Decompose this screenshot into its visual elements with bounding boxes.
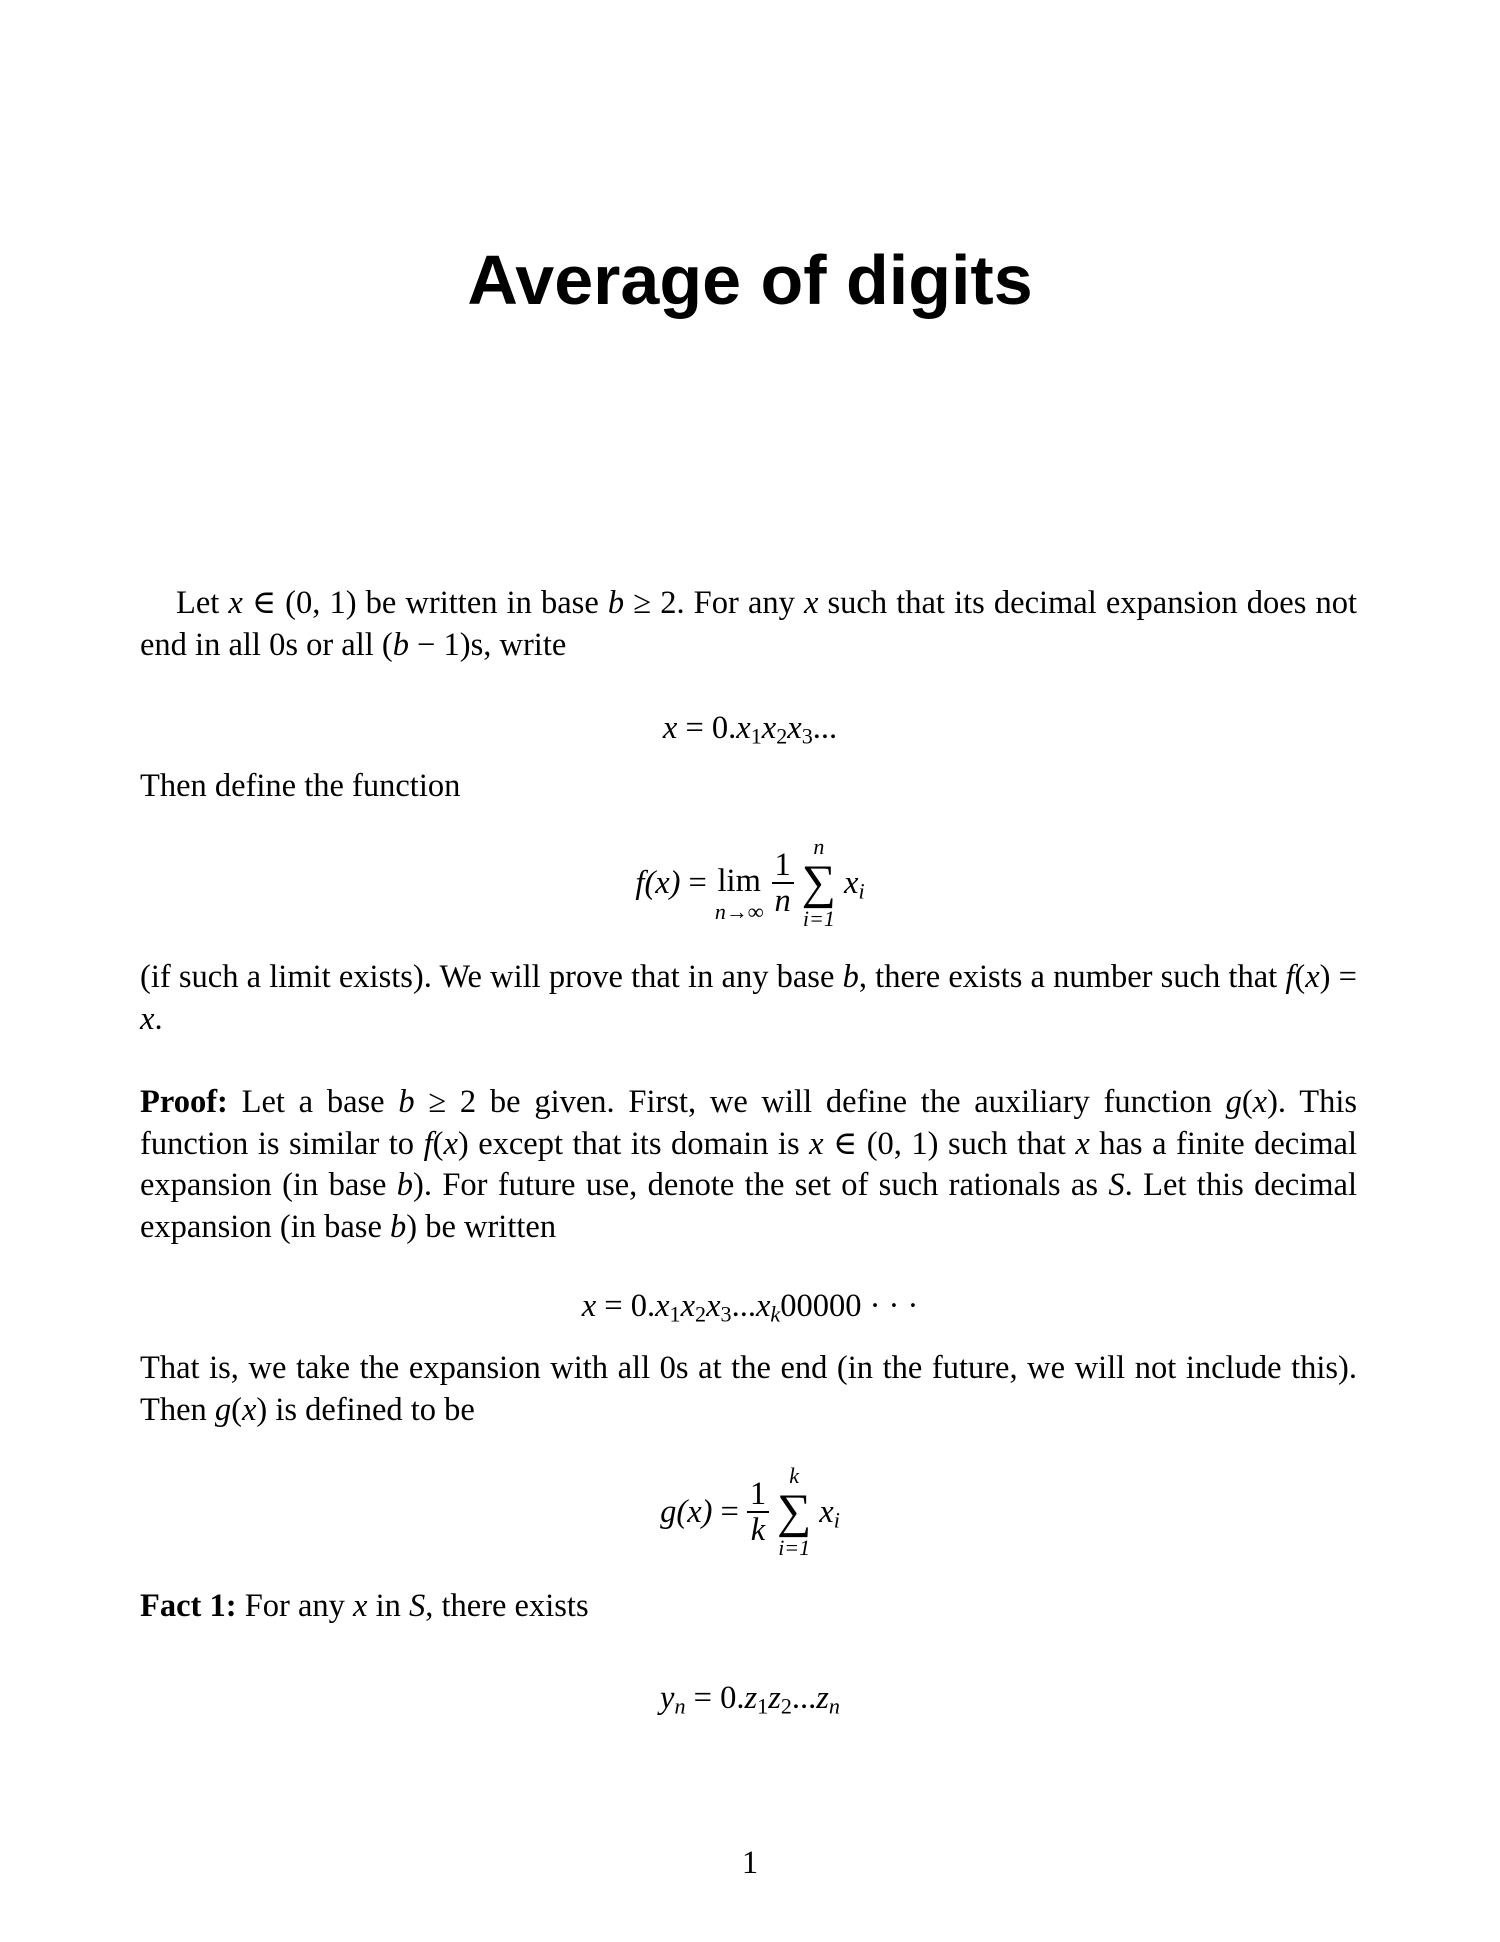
eq-denominator: n bbox=[774, 883, 791, 920]
eq-rhs: 0. bbox=[720, 1680, 745, 1716]
eq-tail: 00000 · · · bbox=[780, 1288, 919, 1324]
paragraph-that-is bbox=[140, 1348, 1357, 1431]
text-run: . Let this decimal expansion (in base bbox=[140, 1167, 1357, 1245]
text-run: (if such a limit exists). We will prove that in any base bbox=[140, 959, 843, 995]
paragraph-intro bbox=[140, 583, 1357, 666]
math-symbol: g bbox=[1225, 1084, 1242, 1120]
text-run: Let a base bbox=[227, 1084, 399, 1120]
equation-yn bbox=[0, 1680, 1500, 1717]
math-symbol: x bbox=[1075, 1125, 1090, 1162]
eq-sub: n bbox=[828, 1693, 840, 1719]
equation-f-definition bbox=[0, 835, 1500, 931]
eq-sub: k bbox=[770, 1301, 781, 1327]
text-run: For any bbox=[236, 1588, 354, 1624]
math-symbol: b bbox=[607, 585, 625, 621]
eq-term: x bbox=[761, 710, 777, 746]
eq-sum-lower: i=1 bbox=[778, 1535, 811, 1561]
equation-finite-expansion bbox=[0, 1288, 1500, 1325]
eq-sub: 2 bbox=[776, 723, 788, 749]
eq-sub: n bbox=[674, 1693, 686, 1719]
eq-rel: = bbox=[688, 864, 707, 901]
text-run: ( bbox=[231, 1391, 242, 1428]
text-run: ≥ 2 be given. First, we will define the auxiliary function bbox=[414, 1084, 1226, 1120]
math-symbol: x bbox=[228, 585, 243, 621]
text-run: − 1)s, write bbox=[408, 626, 567, 663]
math-symbol: f bbox=[423, 1125, 433, 1162]
text-run: ≥ 2. For any bbox=[624, 585, 804, 621]
text-run: , there exists bbox=[425, 1588, 589, 1624]
eq-sub: 2 bbox=[695, 1301, 707, 1327]
eq-lim: lim bbox=[717, 863, 761, 900]
text-run: Then define the function bbox=[140, 768, 461, 804]
eq-rel: = bbox=[604, 1288, 623, 1324]
eq-term: x bbox=[736, 710, 751, 746]
eq-sub: 1 bbox=[757, 1693, 769, 1719]
text-run: ∈ (0, 1) such that bbox=[823, 1125, 1076, 1162]
eq-term: x bbox=[819, 1493, 834, 1530]
math-symbol: f bbox=[1285, 959, 1295, 995]
math-symbol: x bbox=[443, 1125, 458, 1162]
eq-sub: i bbox=[833, 1507, 840, 1533]
eq-lhs: f bbox=[635, 864, 645, 901]
eq-term: z bbox=[768, 1680, 781, 1716]
math-symbol: b bbox=[398, 1084, 415, 1120]
text-run: ) except that its domain is bbox=[457, 1125, 810, 1162]
math-symbol: x bbox=[241, 1391, 257, 1428]
eq-sub: i bbox=[858, 878, 865, 904]
eq-lhs: y bbox=[660, 1680, 675, 1716]
paragraph-define bbox=[140, 766, 1357, 808]
text-run: . bbox=[154, 1000, 163, 1037]
eq-numerator: 1 bbox=[772, 848, 794, 884]
text-run: has a finite decimal expansion (in base bbox=[140, 1125, 1357, 1203]
math-symbol: b bbox=[396, 1167, 414, 1203]
text-run: Let bbox=[176, 585, 229, 621]
sum-symbol: ∑ bbox=[777, 1485, 812, 1539]
math-symbol: S bbox=[408, 1588, 426, 1624]
eq-sum-lower: i=1 bbox=[802, 906, 835, 932]
math-symbol: b bbox=[392, 626, 409, 663]
text-run: ∈ (0, 1) be written in base bbox=[242, 585, 608, 621]
text-run: ) is defined to be bbox=[256, 1391, 475, 1428]
eq-term: x bbox=[706, 1288, 721, 1324]
eq-rel: = bbox=[720, 1493, 739, 1530]
text-run: ). This function is similar to bbox=[140, 1084, 1357, 1162]
eq-sub: 2 bbox=[780, 1693, 792, 1719]
math-symbol: g bbox=[214, 1391, 232, 1428]
math-symbol: x bbox=[140, 1000, 155, 1037]
eq-rhs: 0. bbox=[711, 710, 737, 746]
eq-term: z bbox=[816, 1680, 829, 1716]
eq-sum-upper: n bbox=[813, 834, 825, 859]
text-run: ) be written bbox=[406, 1208, 557, 1245]
eq-sum-upper: k bbox=[789, 1463, 800, 1488]
eq-term: x bbox=[844, 864, 859, 901]
text-run: in bbox=[367, 1588, 409, 1624]
sum-symbol: ∑ bbox=[801, 856, 837, 910]
eq-lhs: x bbox=[662, 710, 678, 746]
bold-label: Proof: bbox=[140, 1084, 228, 1120]
eq-sub: 3 bbox=[801, 723, 813, 749]
eq-rel: = bbox=[685, 710, 704, 746]
math-symbol: x bbox=[803, 585, 819, 621]
page-number: 1 bbox=[741, 1845, 759, 1881]
paragraph-claim bbox=[140, 957, 1357, 1040]
eq-sub: 3 bbox=[720, 1301, 732, 1327]
text-run: such that its decimal expansion does not end in all 0s or all ( bbox=[140, 585, 1357, 663]
eq-term: x bbox=[655, 1288, 670, 1324]
math-symbol: S bbox=[1108, 1167, 1125, 1203]
eq-ellipsis: ... bbox=[791, 1680, 817, 1716]
eq-denominator: k bbox=[750, 1512, 766, 1549]
paragraph-fact-1 bbox=[140, 1586, 1357, 1628]
equation-expansion bbox=[0, 710, 1500, 747]
math-symbol: x bbox=[353, 1588, 368, 1624]
eq-rel: = bbox=[693, 1680, 712, 1716]
eq-tail: ... bbox=[812, 710, 838, 746]
text-run: ( bbox=[432, 1125, 444, 1162]
eq-lim-sub: n→∞ bbox=[714, 898, 764, 924]
eq-lhs: g bbox=[660, 1493, 677, 1530]
eq-term: x bbox=[680, 1288, 696, 1324]
eq-ellipsis: ... bbox=[731, 1288, 756, 1324]
text-run: ) = bbox=[1319, 959, 1358, 995]
bold-label: Fact 1: bbox=[140, 1588, 237, 1624]
math-symbol: b bbox=[842, 959, 859, 995]
document-title: Average of digits bbox=[467, 241, 1033, 319]
eq-sub: 1 bbox=[750, 723, 762, 749]
eq-rhs: 0. bbox=[630, 1288, 656, 1324]
text-run: , there exists a number such that bbox=[858, 959, 1286, 995]
eq-arg: (x) bbox=[644, 864, 681, 901]
eq-term: z bbox=[744, 1680, 758, 1716]
math-symbol: x bbox=[1305, 959, 1320, 995]
equation-g-definition bbox=[0, 1464, 1500, 1560]
eq-term: x bbox=[787, 710, 802, 746]
eq-sub: 1 bbox=[669, 1301, 681, 1327]
text-run: That is, we take the expansion with all 0s at the end (in the future, we will not include this). Then bbox=[140, 1350, 1357, 1428]
eq-lhs: x bbox=[581, 1288, 597, 1324]
eq-numerator: 1 bbox=[747, 1477, 769, 1513]
math-symbol: b bbox=[390, 1208, 407, 1245]
text-run: ). For future use, denote the set of such rationals as bbox=[413, 1167, 1109, 1203]
math-symbol: x bbox=[1252, 1084, 1268, 1120]
paragraph-proof bbox=[140, 1082, 1357, 1248]
text-run: ( bbox=[1294, 959, 1306, 995]
math-symbol: x bbox=[809, 1125, 824, 1162]
text-run: ( bbox=[1241, 1084, 1253, 1120]
eq-term: x bbox=[755, 1288, 771, 1324]
eq-arg: (x) bbox=[676, 1493, 713, 1530]
